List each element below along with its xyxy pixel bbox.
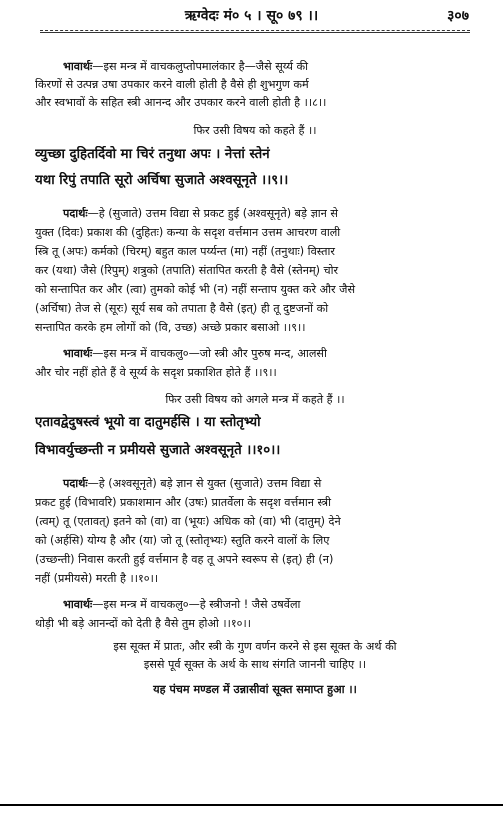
running-title: ऋग्वेदः मं० ५ । सू० ७९ ।। — [184, 8, 319, 24]
padartha-10-line: (उच्छन्ती) निवास करती हुई वर्त्तमान है वह तू अपने स्वरूप से (इत्) ही (न) — [35, 553, 334, 566]
header-rule — [40, 32, 470, 33]
intro-line: फिर उसी विषय को अगले मन्त्र में कहते हैं ।। — [165, 393, 345, 406]
padartha-10-line: नहीं (प्रमीयसे) मरती है ।।१०।। — [35, 572, 159, 585]
bhavartha-8-line: भावार्थः—इस मन्त्र में वाचकलुप्तोपमालंकार है—जैसे सूर्य्य की — [63, 60, 308, 73]
mantra-10-line: विभावर्युच्छन्ती न प्रमीयसे सुजाते अश्वसूनृते ।।१०।। — [35, 443, 281, 458]
bhavartha-8-line: और स्वभावों के सहित स्त्री आनन्द और उपकार करने वाली होती है ।।८।। — [35, 96, 327, 109]
sukta-end-line: यह पंचम मण्डल में उन्नासीवां सूक्त समाप्त हुआ ।। — [153, 683, 357, 696]
padartha-9-line: युक्त (दिवः) प्रकाश की (दुहितः) कन्या के सदृश वर्त्तमान उत्तम आचरण वाली — [35, 226, 341, 239]
padartha-10-line: पदार्थः—हे (अश्वसूनृते) बड़े ज्ञान से युक्त (सुजाते) उत्तम विद्या से — [63, 477, 322, 490]
mantra-9-line: व्युच्छा दुहितर्दिवो मा चिरं तनुथा अपः । नेत्तां स्तेनं — [35, 147, 270, 162]
intro-line: फिर उसी विषय को कहते हैं ।। — [193, 124, 317, 137]
mantra-10-line: एतावद्वेदुषस्त्वं भूयो वा दातुमर्हसि । या स्तोतृभ्यो — [35, 415, 261, 430]
padartha-10-line: को (अर्हसि) योग्य है और (या) जो तू (स्तोतृभ्यः) स्तुति करने वालों के लिए — [35, 534, 330, 547]
footer-rule — [0, 804, 503, 806]
padartha-9-line: सन्तापित करके हम लोगों को (वि, उच्छ) अच्छे प्रकार बसाओ ।।९।। — [35, 321, 306, 334]
page-header — [0, 4, 503, 26]
padartha-9-line: पदार्थः—हे (सुजाते) उत्तम विद्या से प्रकट हुई (अश्वसूनृते) बड़े ज्ञान से — [63, 207, 338, 220]
bhavartha-9-line: भावार्थः—इस मन्त्र में वाचकलु०—जो स्त्री और पुरुष मन्द, आलसी — [63, 347, 327, 360]
header-dashed-rule — [40, 30, 470, 31]
bhavartha-10-line: भावार्थः—इस मन्त्र में वाचकलु०—हे स्त्रीजनो ! जैसे उषर्वेला — [63, 598, 301, 611]
page-number: ३०७ — [447, 8, 469, 24]
bhavartha-10-line: थोड़ी भी बड़े आनन्दों को देती है वैसे तुम होओ ।।१०।। — [35, 617, 251, 630]
padartha-9-line: कर (यथा) जैसे (रिपुम्) शत्रुको (तपाति) संतापित करती है वैसे (स्तेनम्) चोर — [35, 264, 339, 277]
padartha-9-line: स्त्रि तू (अपः) कर्मको (चिरम्) बहुत काल पर्य्यन्त (मा) नहीं (तनुथाः) विस्तार — [35, 245, 336, 258]
padartha-10-line: प्रकट हुई (विभावरि) प्रकाशमान और (उषः) प्रातर्वेला के सदृश वर्त्तमान स्त्री — [35, 496, 331, 509]
padartha-9-line: (अर्चिषा) तेज से (सूरः) सूर्य सब को तपाता है वैसे (इत्) ही तू दुष्टजनों को — [35, 302, 329, 315]
bhavartha-8-line: किरणों से उत्पन्न उषा उपकार करने वाली होती है वैसे ही शुभगुण कर्म — [35, 78, 309, 91]
padartha-9-line: को सन्तापित कर और (त्वा) तुमको कोई भी (न) नहीं सन्ताप युक्त करे और जैसे — [35, 283, 356, 296]
mantra-9-line: यथा रिपुं तपाति सूरो अर्चिषा सुजाते अश्वसूनृते ।।९।। — [35, 173, 289, 188]
padartha-10-line: (त्वम्) तू (एतावत्) इतने को (वा) वा (भूयः) अधिक को (वा) भी (दातुम्) देने — [35, 515, 341, 528]
bhavartha-9-line: और चोर नहीं होते हैं वे सूर्य्य के सदृश प्रकाशित होते हैं ।।९।। — [35, 366, 277, 379]
closing-line: इस सूक्त में प्रातः, और स्त्री के गुण वर्णन करने से इस सूक्त के अर्थ की — [113, 640, 397, 653]
closing-line: इससे पूर्व सूक्त के अर्थ के साथ संगति जाननी चाहिए ।। — [143, 658, 367, 671]
